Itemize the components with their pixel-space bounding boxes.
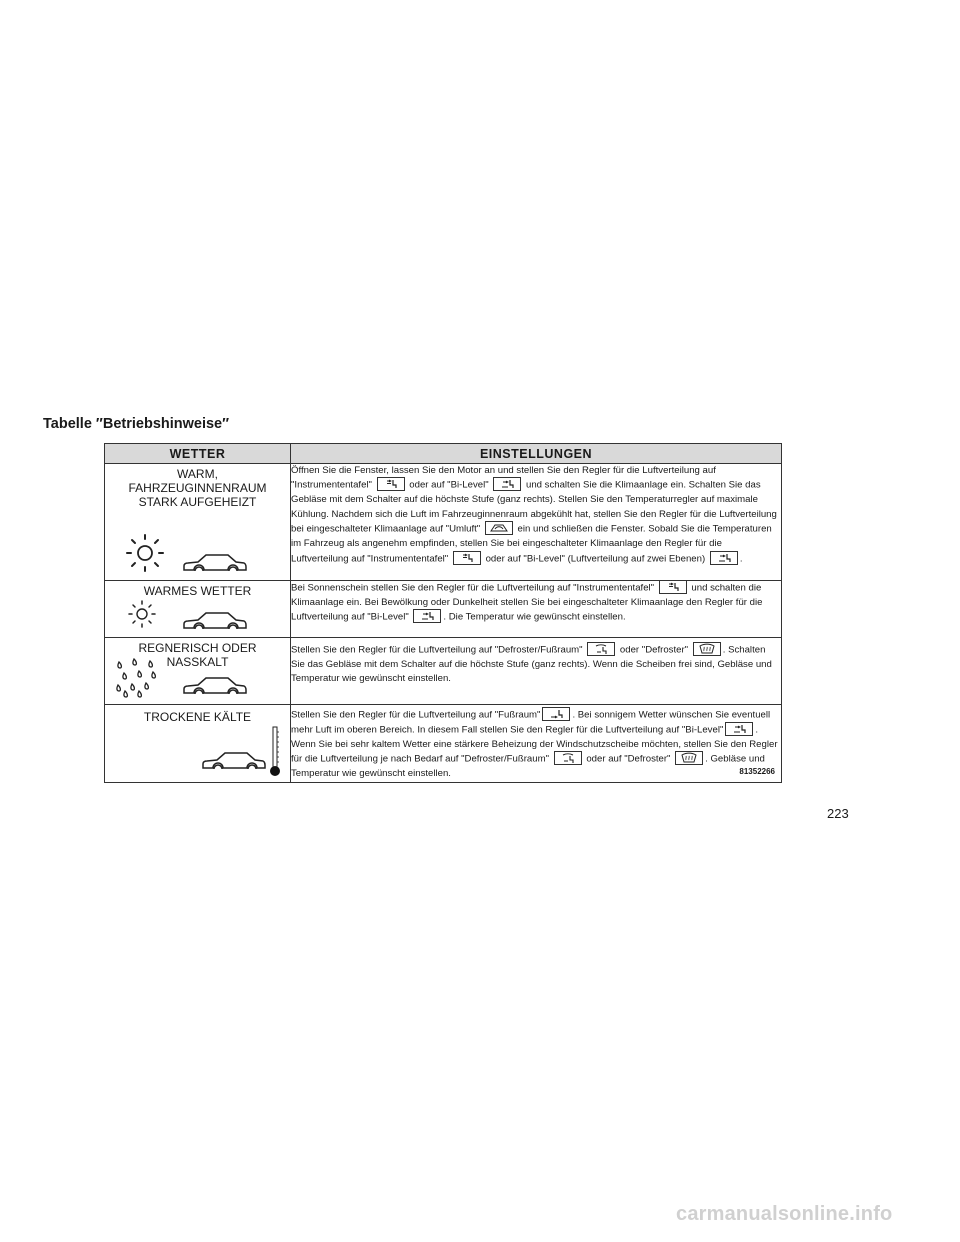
defrost-mode-icon <box>675 751 703 765</box>
weather-label: WARM, FAHRZEUGINNENRAUM STARK AUFGEHEIZT <box>128 467 267 509</box>
settings-text: Stellen Sie den Regler für die Luftverteilung auf "Defroster/Fußraum" <box>291 644 583 656</box>
settings-text: Bei Sonnenschein stellen Sie den Regler für die Luftverteilung auf "Instrumententafel" <box>291 582 655 594</box>
settings-text: ein und schließen die Fenster. Sobald Sie die Temperaturen im Fahrzeug als angenehm empfinden, stellen Sie bei eingeschalteter Klimaanlage den Regler für die Luftverteilung auf "Instrumententafel" <box>291 523 772 565</box>
weather-cell <box>105 464 291 581</box>
column-header-settings: EINSTELLUNGEN <box>291 444 782 464</box>
settings-text: . Schalten Sie das Gebläse mit dem Schalter auf die höchste Stufe (ganz rechts). Wenn die Scheiben frei sind, Gebläse und Temperatur wie gewünscht einstellen. <box>291 644 772 685</box>
settings-text: und schalten die Klimaanlage ein. Bei Bewölkung oder Dunkelheit stellen Sie bei eingeschalteter Klimaanlage den Regler für die Luftverteilung auf "Bi-Level" <box>291 582 763 623</box>
watermark: carmanualsonline.info <box>676 1203 893 1225</box>
page-number: 223 <box>827 806 849 821</box>
settings-text: oder auf "Bi-Level" (Luftverteilung auf zwei Ebenen) <box>485 553 706 565</box>
table-row <box>105 464 782 581</box>
table-row <box>105 638 782 705</box>
panel-vent-mode-icon <box>453 551 481 565</box>
sun-icon <box>126 598 158 630</box>
bi-level-mode-icon <box>725 722 753 736</box>
settings-text: . Bei sonnigem Wetter wünschen Sie eventuell mehr Luft im oberen Bereich. In diesem Fall stellen Sie den Regler für die Luftverteilung auf "Bi-Level" <box>291 709 771 736</box>
weather-cell <box>105 705 291 783</box>
settings-text: oder auf "Defroster" <box>586 753 671 765</box>
panel-vent-mode-icon <box>377 477 405 491</box>
settings-text: . Gebläse und Temperatur wie gewünscht einstellen. <box>291 753 765 780</box>
table-row <box>105 581 782 638</box>
sun-icon <box>123 531 167 575</box>
settings-cell <box>291 638 782 705</box>
table-heading: Tabelle ″Betriebshinweise″ <box>43 416 230 432</box>
settings-cell <box>291 705 782 783</box>
settings-cell <box>291 581 782 638</box>
defrost-mode-icon <box>693 642 721 656</box>
car-outline-icon <box>182 609 248 635</box>
settings-text: oder "Defroster" <box>619 644 689 656</box>
recirculation-icon <box>485 521 513 535</box>
bi-level-mode-icon <box>413 609 441 623</box>
weather-cell <box>105 581 291 638</box>
floor-mode-icon <box>542 707 570 721</box>
bi-level-mode-icon <box>493 477 521 491</box>
raindrops-icon <box>115 658 159 700</box>
figure-code: 81352266 <box>739 767 775 777</box>
settings-text: Öffnen Sie die Fenster, lassen Sie den Motor an und stellen Sie den Regler für die Luftverteilung auf "Instrumententafel" <box>291 465 716 491</box>
defrost-floor-mode-icon <box>554 751 582 765</box>
car-outline-icon <box>201 749 267 775</box>
operating-tips-table <box>104 443 782 783</box>
settings-cell <box>291 464 782 581</box>
weather-cell <box>105 638 291 705</box>
weather-label: TROCKENE KÄLTE <box>143 710 252 724</box>
bi-level-mode-icon <box>710 551 738 565</box>
weather-label: REGNERISCH ODER NASSKALT <box>138 641 257 669</box>
thermometer-icon <box>269 726 281 778</box>
settings-text: oder auf "Bi-Level" <box>409 479 489 491</box>
weather-label: WARMES WETTER <box>143 584 252 598</box>
panel-vent-mode-icon <box>659 580 687 594</box>
settings-text: Stellen Sie den Regler für die Luftverteilung auf "Fußraum" <box>291 709 541 721</box>
settings-text: . <box>739 553 743 565</box>
car-outline-icon <box>182 674 248 700</box>
settings-text: und schalten Sie die Klimaanlage ein. Schalten Sie das Gebläse mit dem Schalter auf die höchste Stufe (ganz rechts). Stellen Sie den Temperaturregler auf maximale Kühlung. Nachdem sich die Luft im Fahrzeuginnenraum abgekühlt hat, stellen Sie den Regler für die Luftverteilung bei eingeschalteter Klimaanlage auf "Umluft" <box>291 479 777 535</box>
table-row <box>105 705 782 783</box>
car-outline-icon <box>182 551 248 577</box>
settings-text: . Die Temperatur wie gewünscht einstellen. <box>443 611 626 623</box>
settings-text: . Wenn Sie bei sehr kaltem Wetter eine stärkere Beheizung der Windschutzscheibe möchten, stellen Sie den Regler für die Luftverteilung je nach Bedarf auf "Defroster/Fußraum" <box>291 724 778 765</box>
column-header-weather: WETTER <box>105 444 291 464</box>
defrost-floor-mode-icon <box>587 642 615 656</box>
